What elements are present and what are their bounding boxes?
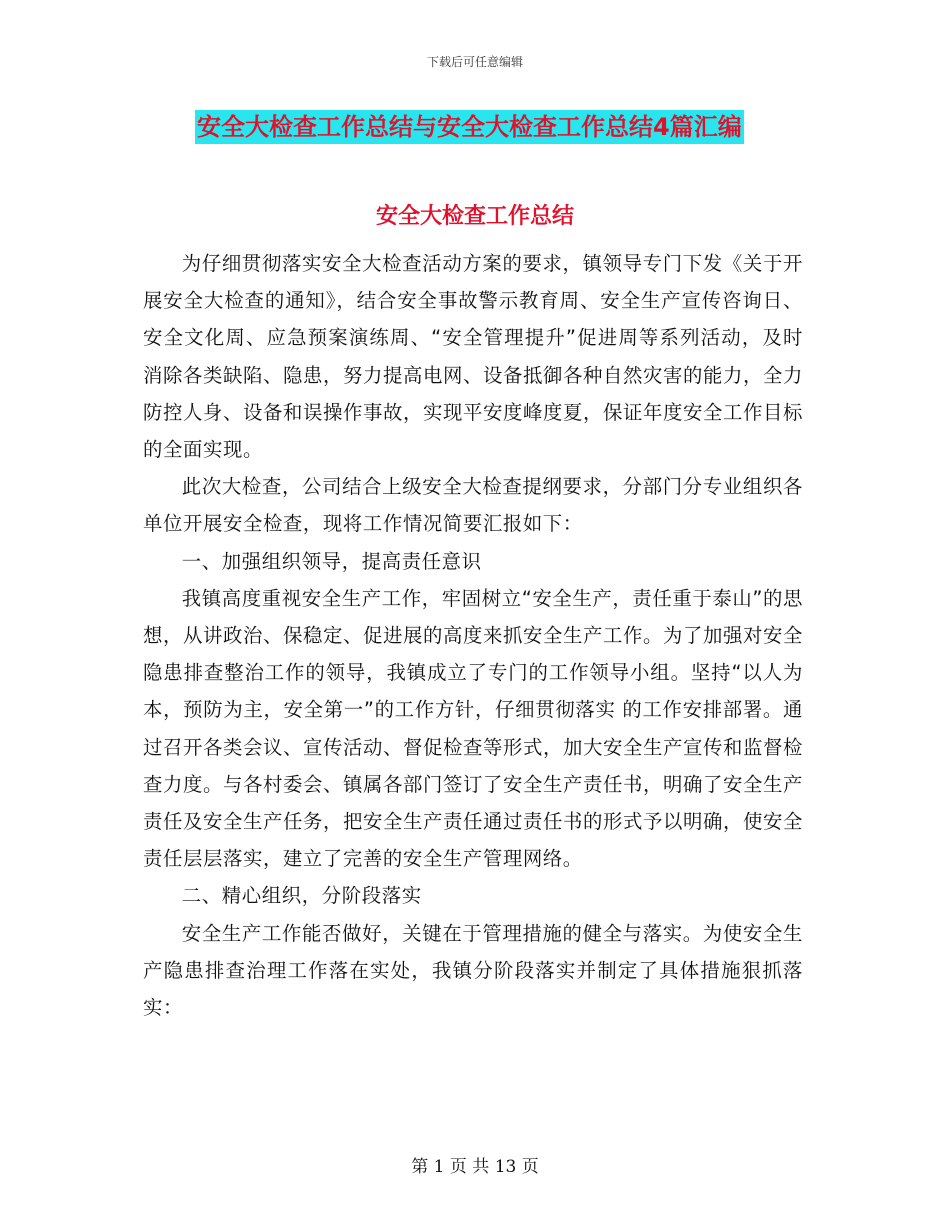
subheading: 一、加强组织领导，提高责任意识 <box>181 549 482 573</box>
paragraph: 为仔细贯彻落实安全大检查活动方案的要求，镇领导专门下发《关于开展安全大检查的通知》，结合安全事故警示教育周、安全生产宣传咨询日、安全文化周、应急预案演练周、“安全管理提升”促进周等系列活动，及时消除各类缺陷、隐患，努力提高电网、设备抵御各种自然灾害的能力，全力防控人身、设备和误操作事故，实现平安度峰度夏，保证年度安全工作目标的全面实现。 <box>143 252 803 462</box>
section-title: 安全大检查工作总结 <box>375 204 574 229</box>
paragraph: 安全生产工作能否做好，关键在于管理措施的健全与落实。为使安全生产隐患排查治理工作落在实处，我镇分阶段落实并制定了具体措施狠抓落实： <box>143 921 803 1020</box>
header-note: 下载后可任意编辑 <box>426 55 523 69</box>
paragraph: 我镇高度重视安全生产工作，牢固树立“安全生产，责任重于泰山”的思想，从讲政治、保稳定、促进展的高度来抓安全生产工作。为了加强对安全隐患排查整治工作的领导，我镇成立了专门的工作领导小组。坚持“以人为本，预防为主，安全第一”的工作方针，仔细贯彻落实 的工作安排部署。通过召开各类会议、宣传活动、督促检查等形式，加大安全生产宣传和监督检查力度。与各村委会、镇属各部门签订了安全生产责任书，明确了安全生产责任及安全生产任务，把安全生产责任通过责任书的形式予以明确，使安全责任层层落实，建立了完善的安全生产管理网络。 <box>143 586 803 871</box>
paragraph: 此次大检查，公司结合上级安全大检查提纲要求，分部门分专业组织各单位开展安全检查，现将工作情况简要汇报如下： <box>143 475 803 536</box>
main-title: 安全大检查工作总结与安全大检查工作总结4篇汇编 <box>195 110 744 144</box>
subheading: 二、精心组织，分阶段落实 <box>181 884 422 908</box>
page-footer: 第 1 页 共 13 页 <box>411 1157 539 1177</box>
body-text <box>143 245 803 1026</box>
main-title-wrap <box>195 110 744 144</box>
